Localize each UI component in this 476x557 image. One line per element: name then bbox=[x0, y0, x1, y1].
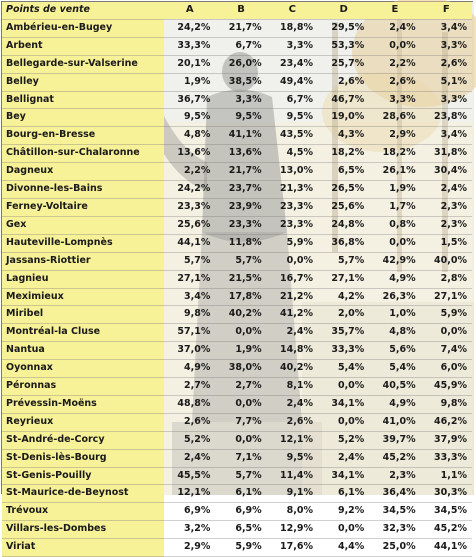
percentage-cell: 0,0% bbox=[318, 378, 369, 396]
table-row bbox=[2, 127, 472, 145]
column-header-d: D bbox=[318, 2, 369, 19]
table-row bbox=[2, 306, 472, 324]
percentage-cell: 53,3% bbox=[318, 37, 369, 55]
point-de-vente-name: Lagnieu bbox=[2, 270, 164, 288]
header-row bbox=[2, 2, 472, 19]
percentage-cell: 1,5% bbox=[421, 234, 472, 252]
point-de-vente-name: Gex bbox=[2, 216, 164, 234]
point-de-vente-name: Reyrieux bbox=[2, 413, 164, 431]
percentage-cell: 40,2% bbox=[267, 360, 318, 378]
point-de-vente-name: Ferney-Voltaire bbox=[2, 198, 164, 216]
percentage-cell: 5,7% bbox=[215, 252, 266, 270]
percentage-cell: 0,0% bbox=[215, 395, 266, 413]
percentage-cell: 25,6% bbox=[318, 198, 369, 216]
percentage-cell: 5,6% bbox=[369, 342, 420, 360]
point-de-vente-name: St-André-de-Corcy bbox=[2, 431, 164, 449]
percentage-cell: 45,5% bbox=[164, 467, 215, 485]
percentage-cell: 6,5% bbox=[215, 521, 266, 539]
column-header-b: B bbox=[215, 2, 266, 19]
percentage-cell: 0,0% bbox=[215, 431, 266, 449]
percentage-cell: 31,8% bbox=[421, 145, 472, 163]
percentage-cell: 0,0% bbox=[318, 521, 369, 539]
point-de-vente-name: Arbent bbox=[2, 37, 164, 55]
column-header-points-de-vente: Points de vente bbox=[2, 2, 164, 19]
percentage-cell: 2,7% bbox=[215, 378, 266, 396]
percentage-cell: 23,8% bbox=[421, 109, 472, 127]
percentage-cell: 4,9% bbox=[369, 270, 420, 288]
percentage-cell: 18,8% bbox=[267, 19, 318, 37]
percentage-cell: 1,1% bbox=[421, 467, 472, 485]
table-row bbox=[2, 360, 472, 378]
percentage-cell: 3,3% bbox=[421, 37, 472, 55]
percentage-cell: 0,0% bbox=[421, 324, 472, 342]
table-row bbox=[2, 467, 472, 485]
percentage-cell: 13,0% bbox=[267, 163, 318, 181]
percentage-cell: 23,4% bbox=[267, 55, 318, 73]
point-de-vente-name: Péronnas bbox=[2, 378, 164, 396]
table-row bbox=[2, 252, 472, 270]
percentage-cell: 6,7% bbox=[267, 91, 318, 109]
percentage-cell: 25,6% bbox=[164, 216, 215, 234]
percentage-cell: 26,5% bbox=[318, 181, 369, 199]
percentage-cell: 4,9% bbox=[164, 360, 215, 378]
percentage-cell: 2,4% bbox=[164, 449, 215, 467]
percentage-cell: 6,9% bbox=[164, 503, 215, 521]
percentage-cell: 41,2% bbox=[267, 306, 318, 324]
column-header-c: C bbox=[267, 2, 318, 19]
percentage-cell: 30,3% bbox=[421, 485, 472, 503]
percentage-cell: 2,9% bbox=[164, 539, 215, 557]
percentage-cell: 37,9% bbox=[421, 431, 472, 449]
table-row bbox=[2, 395, 472, 413]
percentage-cell: 27,1% bbox=[318, 270, 369, 288]
table-row bbox=[2, 145, 472, 163]
percentage-cell: 1,9% bbox=[369, 181, 420, 199]
percentage-cell: 34,1% bbox=[318, 467, 369, 485]
percentage-cell: 18,2% bbox=[318, 145, 369, 163]
table-row bbox=[2, 91, 472, 109]
percentage-cell: 6,9% bbox=[215, 503, 266, 521]
table-row bbox=[2, 503, 472, 521]
table-row bbox=[2, 216, 472, 234]
percentage-cell: 3,3% bbox=[215, 91, 266, 109]
point-de-vente-name: Bellignat bbox=[2, 91, 164, 109]
percentage-cell: 4,4% bbox=[318, 539, 369, 557]
percentage-cell: 2,4% bbox=[267, 395, 318, 413]
percentage-cell: 2,6% bbox=[421, 55, 472, 73]
percentage-cell: 12,1% bbox=[164, 485, 215, 503]
percentage-cell: 8,1% bbox=[267, 378, 318, 396]
percentage-cell: 40,2% bbox=[215, 306, 266, 324]
percentage-cell: 38,0% bbox=[215, 360, 266, 378]
percentage-cell: 9,8% bbox=[164, 306, 215, 324]
percentage-cell: 5,7% bbox=[215, 467, 266, 485]
percentage-cell: 4,8% bbox=[369, 324, 420, 342]
table-row bbox=[2, 37, 472, 55]
percentage-cell: 40,5% bbox=[369, 378, 420, 396]
percentage-cell: 23,3% bbox=[215, 216, 266, 234]
percentage-cell: 16,7% bbox=[267, 270, 318, 288]
percentage-cell: 45,2% bbox=[369, 449, 420, 467]
percentage-cell: 2,4% bbox=[318, 449, 369, 467]
percentage-cell: 0,8% bbox=[369, 216, 420, 234]
percentage-cell: 23,3% bbox=[164, 198, 215, 216]
percentage-cell: 2,3% bbox=[421, 216, 472, 234]
percentage-cell: 5,4% bbox=[318, 360, 369, 378]
percentage-cell: 3,4% bbox=[421, 19, 472, 37]
column-header-e: E bbox=[369, 2, 420, 19]
table-row bbox=[2, 234, 472, 252]
percentage-cell: 9,5% bbox=[164, 109, 215, 127]
percentage-cell: 44,1% bbox=[421, 539, 472, 557]
percentage-cell: 30,4% bbox=[421, 163, 472, 181]
table-row bbox=[2, 73, 472, 91]
table-row bbox=[2, 288, 472, 306]
percentage-cell: 14,8% bbox=[267, 342, 318, 360]
table-row bbox=[2, 413, 472, 431]
percentage-cell: 6,1% bbox=[215, 485, 266, 503]
percentage-cell: 33,3% bbox=[318, 342, 369, 360]
percentage-cell: 11,4% bbox=[267, 467, 318, 485]
percentage-cell: 42,9% bbox=[369, 252, 420, 270]
percentage-cell: 4,8% bbox=[164, 127, 215, 145]
percentage-cell: 2,0% bbox=[318, 306, 369, 324]
point-de-vente-name: Belley bbox=[2, 73, 164, 91]
percentage-cell: 5,2% bbox=[318, 431, 369, 449]
percentage-cell: 4,3% bbox=[318, 127, 369, 145]
percentage-cell: 11,8% bbox=[215, 234, 266, 252]
table-row bbox=[2, 109, 472, 127]
percentage-cell: 9,2% bbox=[318, 503, 369, 521]
percentage-cell: 13,6% bbox=[164, 145, 215, 163]
percentage-cell: 23,3% bbox=[267, 198, 318, 216]
percentage-cell: 6,0% bbox=[421, 360, 472, 378]
percentage-cell: 36,7% bbox=[164, 91, 215, 109]
percentage-cell: 29,5% bbox=[318, 19, 369, 37]
percentage-cell: 19,0% bbox=[318, 109, 369, 127]
percentage-cell: 5,4% bbox=[369, 360, 420, 378]
percentage-cell: 2,7% bbox=[164, 378, 215, 396]
percentage-cell: 2,4% bbox=[369, 19, 420, 37]
column-header-f: F bbox=[421, 2, 472, 19]
point-de-vente-name: St-Denis-lès-Bourg bbox=[2, 449, 164, 467]
percentage-cell: 25,0% bbox=[369, 539, 420, 557]
sales-points-table bbox=[2, 2, 472, 557]
percentage-cell: 32,3% bbox=[369, 521, 420, 539]
percentage-cell: 21,7% bbox=[215, 19, 266, 37]
percentage-cell: 4,9% bbox=[369, 395, 420, 413]
percentage-cell: 23,3% bbox=[267, 216, 318, 234]
percentage-cell: 0,0% bbox=[369, 234, 420, 252]
percentage-cell: 5,9% bbox=[267, 234, 318, 252]
table-row bbox=[2, 449, 472, 467]
percentage-cell: 0,0% bbox=[318, 413, 369, 431]
percentage-cell: 2,2% bbox=[164, 163, 215, 181]
percentage-cell: 48,8% bbox=[164, 395, 215, 413]
point-de-vente-name: Divonne-les-Bains bbox=[2, 181, 164, 199]
percentage-cell: 49,4% bbox=[267, 73, 318, 91]
point-de-vente-name: Nantua bbox=[2, 342, 164, 360]
percentage-cell: 2,9% bbox=[369, 127, 420, 145]
percentage-cell: 2,6% bbox=[318, 73, 369, 91]
percentage-cell: 9,8% bbox=[421, 395, 472, 413]
point-de-vente-name: Oyonnax bbox=[2, 360, 164, 378]
percentage-cell: 24,8% bbox=[318, 216, 369, 234]
percentage-cell: 18,2% bbox=[369, 145, 420, 163]
percentage-cell: 12,1% bbox=[267, 431, 318, 449]
percentage-cell: 21,3% bbox=[267, 181, 318, 199]
point-de-vente-name: Bey bbox=[2, 109, 164, 127]
point-de-vente-name: Dagneux bbox=[2, 163, 164, 181]
percentage-cell: 3,3% bbox=[369, 91, 420, 109]
point-de-vente-name: Viriat bbox=[2, 539, 164, 557]
percentage-cell: 3,4% bbox=[164, 288, 215, 306]
percentage-cell: 7,1% bbox=[215, 449, 266, 467]
percentage-cell: 2,2% bbox=[369, 55, 420, 73]
percentage-cell: 6,5% bbox=[318, 163, 369, 181]
percentage-cell: 0,0% bbox=[267, 252, 318, 270]
table-row bbox=[2, 181, 472, 199]
percentage-cell: 33,3% bbox=[421, 449, 472, 467]
percentage-cell: 21,5% bbox=[215, 270, 266, 288]
percentage-cell: 40,0% bbox=[421, 252, 472, 270]
percentage-cell: 3,2% bbox=[164, 521, 215, 539]
percentage-cell: 35,7% bbox=[318, 324, 369, 342]
percentage-cell: 24,2% bbox=[164, 19, 215, 37]
percentage-cell: 2,6% bbox=[267, 413, 318, 431]
table-row bbox=[2, 342, 472, 360]
percentage-cell: 41,0% bbox=[369, 413, 420, 431]
percentage-cell: 26,1% bbox=[369, 163, 420, 181]
percentage-cell: 7,7% bbox=[215, 413, 266, 431]
percentage-cell: 26,3% bbox=[369, 288, 420, 306]
percentage-cell: 45,2% bbox=[421, 521, 472, 539]
percentage-cell: 43,5% bbox=[267, 127, 318, 145]
point-de-vente-name: Ambérieu-en-Bugey bbox=[2, 19, 164, 37]
percentage-cell: 23,9% bbox=[215, 198, 266, 216]
percentage-cell: 5,2% bbox=[164, 431, 215, 449]
table-row bbox=[2, 521, 472, 539]
percentage-cell: 0,0% bbox=[215, 324, 266, 342]
percentage-cell: 2,4% bbox=[267, 324, 318, 342]
point-de-vente-name: St-Maurice-de-Beynost bbox=[2, 485, 164, 503]
percentage-cell: 46,7% bbox=[318, 91, 369, 109]
percentage-cell: 34,1% bbox=[318, 395, 369, 413]
percentage-cell: 57,1% bbox=[164, 324, 215, 342]
percentage-cell: 13,6% bbox=[215, 145, 266, 163]
percentage-cell: 9,5% bbox=[267, 449, 318, 467]
percentage-cell: 9,1% bbox=[267, 485, 318, 503]
percentage-cell: 6,7% bbox=[215, 37, 266, 55]
table-row bbox=[2, 485, 472, 503]
percentage-cell: 3,3% bbox=[421, 91, 472, 109]
percentage-cell: 8,0% bbox=[267, 503, 318, 521]
percentage-cell: 1,0% bbox=[369, 306, 420, 324]
percentage-cell: 5,7% bbox=[164, 252, 215, 270]
point-de-vente-name: Prévessin-Moëns bbox=[2, 395, 164, 413]
point-de-vente-name: St-Genis-Pouilly bbox=[2, 467, 164, 485]
point-de-vente-name: Montréal-la Cluse bbox=[2, 324, 164, 342]
percentage-cell: 24,2% bbox=[164, 181, 215, 199]
table-row bbox=[2, 55, 472, 73]
point-de-vente-name: Hauteville-Lompnès bbox=[2, 234, 164, 252]
table-row bbox=[2, 378, 472, 396]
table-row bbox=[2, 198, 472, 216]
percentage-cell: 4,5% bbox=[267, 145, 318, 163]
percentage-cell: 1,9% bbox=[164, 73, 215, 91]
table-row bbox=[2, 539, 472, 557]
percentage-cell: 17,6% bbox=[267, 539, 318, 557]
table-row bbox=[2, 324, 472, 342]
percentage-cell: 9,5% bbox=[215, 109, 266, 127]
percentage-cell: 20,1% bbox=[164, 55, 215, 73]
percentage-cell: 12,9% bbox=[267, 521, 318, 539]
table-row bbox=[2, 431, 472, 449]
percentage-cell: 37,0% bbox=[164, 342, 215, 360]
point-de-vente-name: Bourg-en-Bresse bbox=[2, 127, 164, 145]
percentage-cell: 41,1% bbox=[215, 127, 266, 145]
point-de-vente-name: Miribel bbox=[2, 306, 164, 324]
percentage-cell: 5,1% bbox=[421, 73, 472, 91]
percentage-cell: 2,4% bbox=[421, 181, 472, 199]
table-row bbox=[2, 19, 472, 37]
percentage-cell: 46,2% bbox=[421, 413, 472, 431]
point-de-vente-name: Meximieux bbox=[2, 288, 164, 306]
percentage-cell: 36,8% bbox=[318, 234, 369, 252]
percentage-cell: 5,9% bbox=[215, 539, 266, 557]
percentage-cell: 45,9% bbox=[421, 378, 472, 396]
point-de-vente-name: Châtillon-sur-Chalaronne bbox=[2, 145, 164, 163]
percentage-cell: 17,8% bbox=[215, 288, 266, 306]
percentage-cell: 25,7% bbox=[318, 55, 369, 73]
percentage-cell: 34,5% bbox=[369, 503, 420, 521]
percentage-cell: 23,7% bbox=[215, 181, 266, 199]
percentage-cell: 2,8% bbox=[421, 270, 472, 288]
percentage-cell: 7,4% bbox=[421, 342, 472, 360]
percentage-cell: 38,5% bbox=[215, 73, 266, 91]
percentage-cell: 0,0% bbox=[369, 37, 420, 55]
table-body bbox=[2, 19, 472, 556]
column-header-a: A bbox=[164, 2, 215, 19]
point-de-vente-name: Villars-les-Dombes bbox=[2, 521, 164, 539]
percentage-cell: 26,0% bbox=[215, 55, 266, 73]
percentage-cell: 1,7% bbox=[369, 198, 420, 216]
percentage-cell: 28,6% bbox=[369, 109, 420, 127]
percentage-cell: 3,3% bbox=[267, 37, 318, 55]
percentage-cell: 1,9% bbox=[215, 342, 266, 360]
percentage-cell: 4,2% bbox=[318, 288, 369, 306]
percentage-cell: 3,4% bbox=[421, 127, 472, 145]
percentage-cell: 39,7% bbox=[369, 431, 420, 449]
table-row bbox=[2, 163, 472, 181]
percentage-cell: 2,6% bbox=[164, 413, 215, 431]
percentage-cell: 5,9% bbox=[421, 306, 472, 324]
percentage-cell: 33,3% bbox=[164, 37, 215, 55]
data-table-frame bbox=[1, 1, 473, 553]
percentage-cell: 27,1% bbox=[164, 270, 215, 288]
point-de-vente-name: Trévoux bbox=[2, 503, 164, 521]
percentage-cell: 6,1% bbox=[318, 485, 369, 503]
percentage-cell: 2,3% bbox=[369, 467, 420, 485]
percentage-cell: 2,6% bbox=[369, 73, 420, 91]
percentage-cell: 21,2% bbox=[267, 288, 318, 306]
percentage-cell: 9,5% bbox=[267, 109, 318, 127]
percentage-cell: 2,3% bbox=[421, 198, 472, 216]
percentage-cell: 21,7% bbox=[215, 163, 266, 181]
table-row bbox=[2, 270, 472, 288]
percentage-cell: 34,5% bbox=[421, 503, 472, 521]
point-de-vente-name: Bellegarde-sur-Valserine bbox=[2, 55, 164, 73]
percentage-cell: 27,1% bbox=[421, 288, 472, 306]
percentage-cell: 44,1% bbox=[164, 234, 215, 252]
percentage-cell: 5,7% bbox=[318, 252, 369, 270]
point-de-vente-name: Jassans-Riottier bbox=[2, 252, 164, 270]
percentage-cell: 36,4% bbox=[369, 485, 420, 503]
